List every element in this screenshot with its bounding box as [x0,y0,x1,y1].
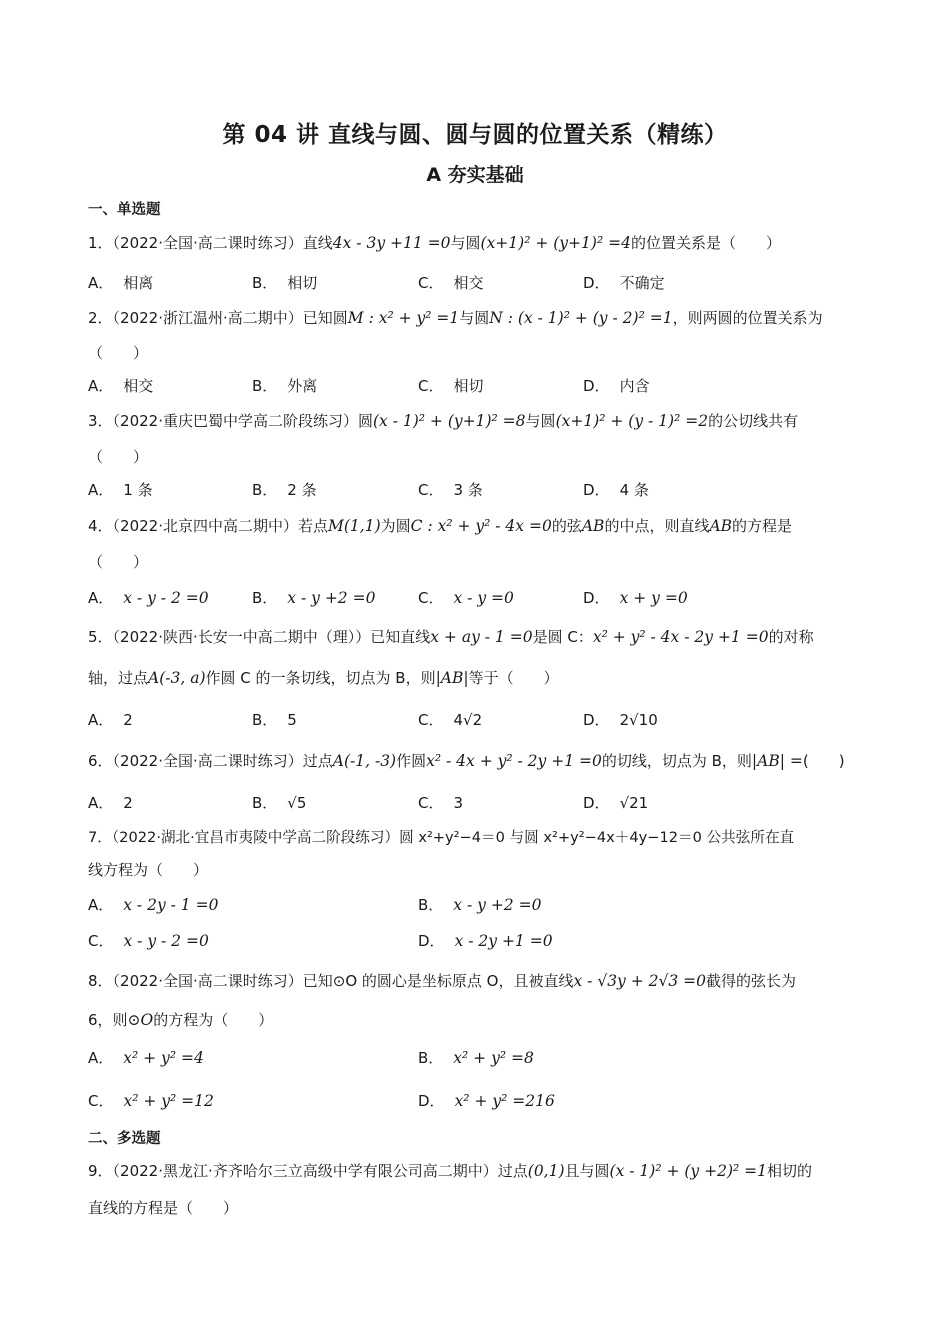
q7-option-c: C． x - y - 2 =0 [88,932,209,950]
q6-option-c: C． 3 [418,794,464,812]
section-single-choice: 一、单选题 [88,202,161,218]
q3-option-c: C． 3 条 [418,481,483,499]
q3-option-b: B． 2 条 [252,481,317,499]
q5-option-d: D． 2√10 [583,711,658,729]
q8-option-b: B． x² + y² =8 [418,1049,534,1067]
question-9: 9．（2022·黑龙江·齐齐哈尔三立高级中学有限公司高二期中）过点(0,1)且与圆(x - 1)² + (y +2)² =1相切的 [88,1162,813,1180]
question-3: 3．（2022·重庆巴蜀中学高二阶段练习）圆(x - 1)² + (y+1)² =8与圆(x+1)² + (y - 1)² =2的公切线共有 [88,412,799,430]
question-8-cont: 6，则⊙O的方程为（ ） [88,1011,274,1029]
q4-option-a: A． x - y - 2 =0 [88,589,209,607]
q7-option-d: D． x - 2y +1 =0 [418,932,553,950]
q6-option-b: B． √5 [252,794,307,812]
q1-option-a: A． 相离 [88,274,154,292]
q8-option-c: C． x² + y² =12 [88,1092,214,1110]
q2-option-a: A． 相交 [88,377,154,395]
q4-option-d: D． x + y =0 [583,589,688,607]
q6-option-d: D． √21 [583,794,649,812]
q3-option-a: A． 1 条 [88,481,153,499]
q2-option-b: B． 外离 [252,377,318,395]
q5-option-a: A． 2 [88,711,133,729]
question-4-cont: （ ） [88,553,149,571]
question-2: 2．（2022·浙江温州·高二期中）已知圆M : x² + y² =1与圆N : (x - 1)² + (y - 2)² =1，则两圆的位置关系为 [88,309,823,327]
page-title: 第 04 讲 直线与圆、圆与圆的位置关系（精练） [222,122,728,148]
question-8: 8．（2022·全国·高二课时练习）已知⊙O 的圆心是坐标原点 O，且被直线x - √3y + 2√3 =0截得的弦长为 [88,972,797,990]
q5-option-b: B． 5 [252,711,297,729]
question-3-cont: （ ） [88,448,149,466]
question-1: 1．（2022·全国·高二课时练习）直线4x - 3y +11 =0与圆(x+1)² + (y+1)² =4的位置关系是（ ） [88,234,781,252]
section-multiple-choice: 二、多选题 [88,1131,161,1147]
q4-option-b: B． x - y +2 =0 [252,589,376,607]
q1-option-c: C． 相交 [418,274,484,292]
q6-option-a: A． 2 [88,794,133,812]
page-subtitle: A 夯实基础 [426,164,524,186]
q4-option-c: C． x - y =0 [418,589,514,607]
q8-option-a: A． x² + y² =4 [88,1049,204,1067]
q1-option-d: D． 不确定 [583,274,665,292]
question-6: 6．（2022·全国·高二课时练习）过点A(-1, -3)作圆x² - 4x + y² - 2y +1 =0的切线，切点为 B，则|AB| =( ) [88,752,845,770]
q7-option-b: B． x - y +2 =0 [418,896,542,914]
q1-option-b: B． 相切 [252,274,318,292]
question-4: 4．（2022·北京四中高二期中）若点M(1,1)为圆C : x² + y² - 4x =0的弦AB的中点，则直线AB的方程是 [88,517,793,535]
q7-option-a: A． x - 2y - 1 =0 [88,896,219,914]
question-9-cont: 直线的方程是（ ） [88,1199,239,1217]
q8-option-d: D． x² + y² =216 [418,1092,555,1110]
question-5: 5．（2022·陕西·长安一中高二期中（理））已知直线x + ay - 1 =0是圆 C：x² + y² - 4x - 2y +1 =0的对称 [88,628,814,646]
question-2-cont: （ ） [88,344,149,362]
question-7: 7．（2022·湖北·宜昌市夷陵中学高二阶段练习）圆 x²+y²−4＝0 与圆 x²+y²−4x＋4y−12＝0 公共弦所在直 [88,829,795,846]
q5-option-c: C． 4√2 [418,711,483,729]
question-5-cont: 轴，过点A(-3, a)作圆 C 的一条切线，切点为 B，则|AB|等于（ ） [88,669,559,687]
q2-option-c: C． 相切 [418,377,484,395]
q3-option-d: D． 4 条 [583,481,649,499]
q2-option-d: D． 内含 [583,377,650,395]
question-7-cont: 线方程为（ ） [88,861,209,879]
